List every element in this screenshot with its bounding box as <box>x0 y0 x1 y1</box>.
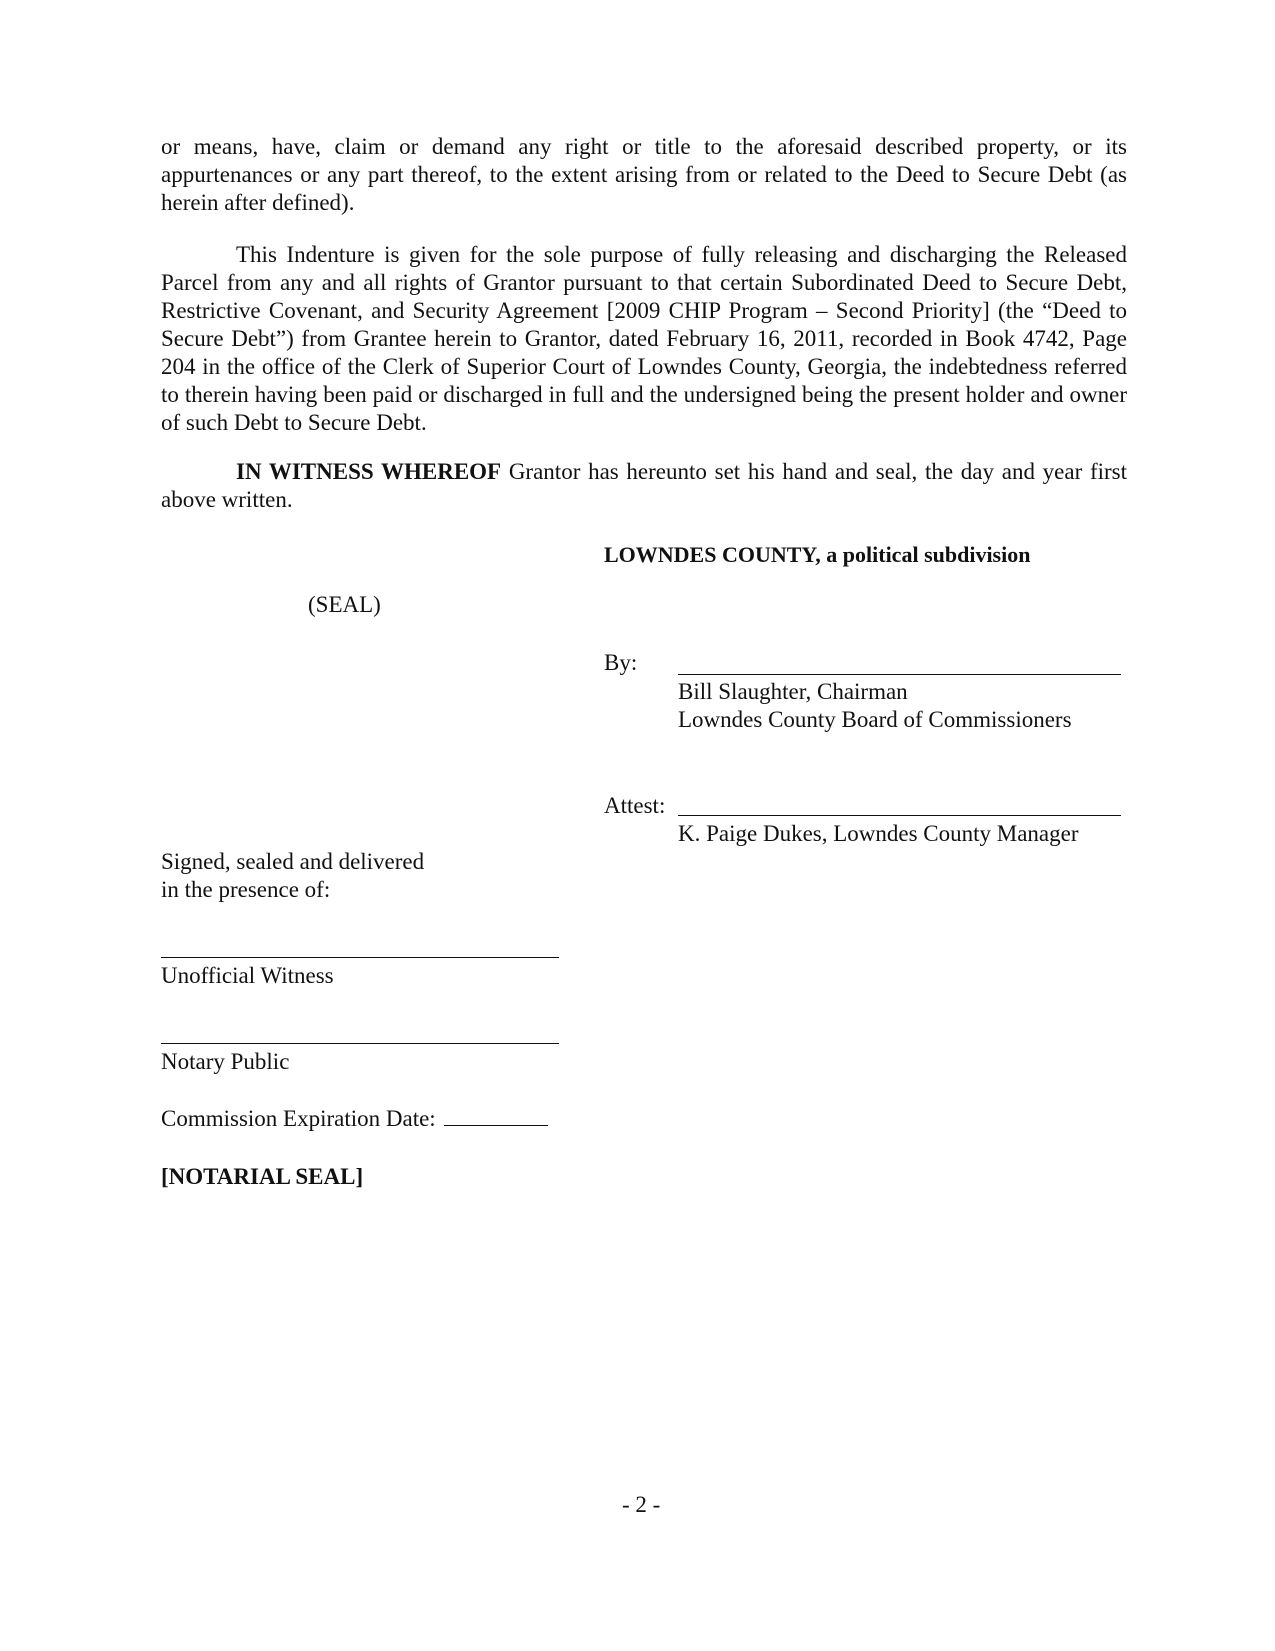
grantor-name: LOWNDES COUNTY, a political subdivision <box>604 542 1031 567</box>
by-label: By: <box>604 650 638 675</box>
paragraph-indenture-purpose: This Indenture is given for the sole purpose of fully releasing and discharging the Released Parcel from any and all rights of Grantor pursuant to that certain Subordinated Deed to Secure Debt, Restrictive Covenant, and Security Agreement [2009 CHIP Program – Second Priority] (the “Deed to Secure Debt”) from Grantee herein to Grantor, dated February 16, 2011, recorded in Book 4742, Page 204 in the office of the Clerk of Superior Court of Lowndes County, Georgia, the indebtedness referred to therein having been paid or discharged in full and the undersigned being the present holder and owner of such Debt to Secure Debt. <box>161 242 1127 435</box>
notary-signature-line <box>161 1043 559 1044</box>
page-number: - 2 - <box>622 1492 661 1517</box>
notarial-seal-label: [NOTARIAL SEAL] <box>161 1164 364 1189</box>
commission-expiration <box>161 1105 548 1133</box>
notary-public-label: Notary Public <box>161 1049 290 1074</box>
unofficial-witness-label: Unofficial Witness <box>161 963 334 988</box>
by-signature-line <box>678 674 1121 675</box>
attest-signatory: K. Paige Dukes, Lowndes County Manager <box>678 821 1079 846</box>
by-signatory-name: Bill Slaughter, Chairman <box>678 679 908 704</box>
attest-signature-line <box>678 815 1121 816</box>
commission-expiration-label: Commission Expiration Date: <box>161 1106 436 1131</box>
paragraph-in-witness <box>161 458 1127 514</box>
attest-label: Attest: <box>604 793 666 818</box>
witness-signature-line <box>161 957 559 958</box>
in-witness-heading: IN WITNESS WHEREOF <box>236 459 502 484</box>
signed-sealed-delivered: Signed, sealed and delivered <box>161 849 425 874</box>
commission-date-blank <box>444 1105 548 1126</box>
in-witness-text: Grantor has hereunto set his hand and seal, the day and year first above written. <box>161 459 1127 512</box>
seal-label: (SEAL) <box>308 592 381 617</box>
paragraph-continuation: or means, have, claim or demand any right or title to the aforesaid described property, or its appurtenances or any part thereof, to the extent arising from or related to the Deed to Secure Debt (as herein after defined). <box>161 134 1127 215</box>
by-signatory-title: Lowndes County Board of Commissioners <box>678 707 1072 732</box>
presence-of: in the presence of: <box>161 877 331 902</box>
